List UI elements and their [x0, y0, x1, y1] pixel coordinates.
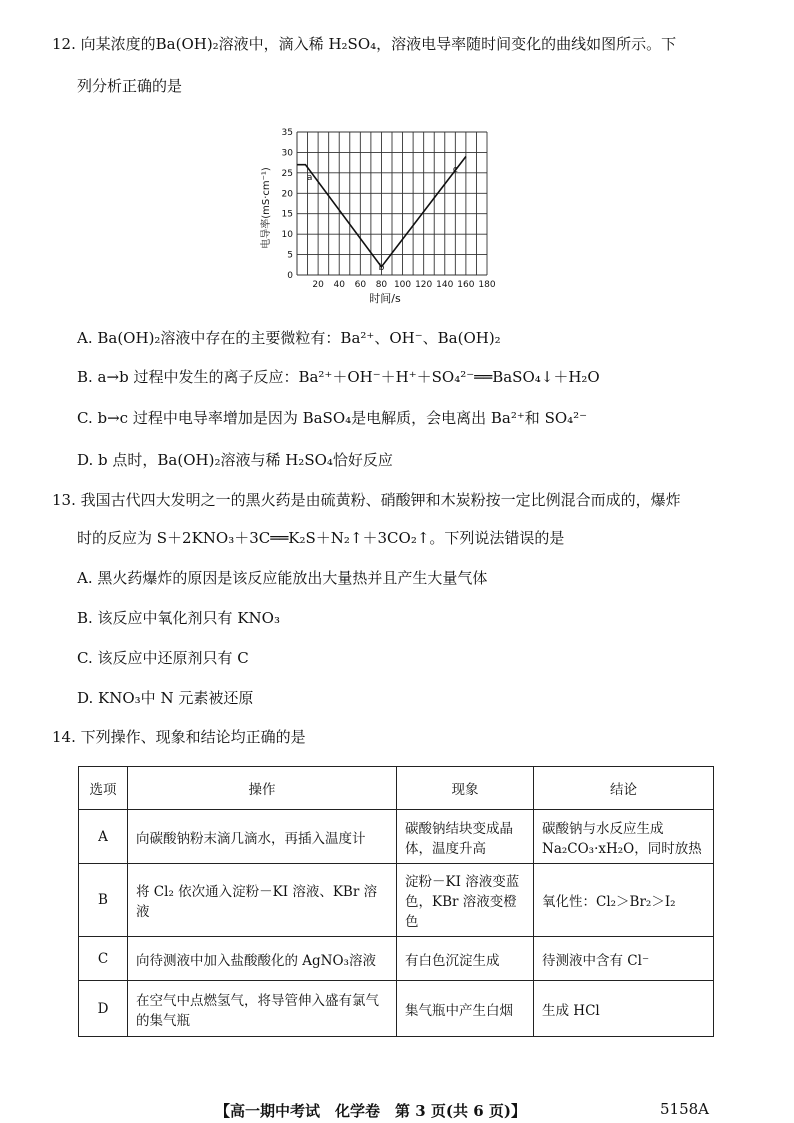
q13-option-d: D. KNO₃中 N 元素被还原 [77, 689, 254, 707]
x-tick-label: 40 [333, 280, 345, 290]
y-tick-label: 15 [281, 209, 293, 220]
table-row [79, 810, 714, 864]
row-b-operation: 将 Cl₂ 依次通入淀粉－KI 溶液、KBr 溶液 [128, 864, 397, 937]
row-d-conclusion: 生成 HCl [534, 981, 714, 1037]
q14-stem: 14. 下列操作、现象和结论均正确的是 [52, 728, 306, 746]
q12-stem-line1: 12. 向某浓度的Ba(OH)₂溶液中，滴入稀 H₂SO₄，溶液电导率随时间变化的曲线如图所示。下 [52, 35, 677, 53]
row-a-operation: 向碳酸钠粉末滴几滴水，再插入温度计 [128, 810, 397, 864]
q12-stem-line2: 列分析正确的是 [77, 77, 183, 95]
y-tick-label: 20 [281, 189, 293, 200]
q14-table [78, 766, 714, 1037]
x-tick-label: 120 [415, 280, 433, 290]
header-option: 选项 [79, 767, 128, 810]
header-phenomenon: 现象 [397, 767, 534, 810]
q12-option-a: A. Ba(OH)₂溶液中存在的主要微粒有：Ba²⁺、OH⁻、Ba(OH)₂ [77, 329, 501, 347]
conductivity-chart [255, 120, 525, 310]
q13-stem-line1: 13. 我国古代四大发明之一的黑火药是由硫黄粉、硝酸钾和木炭粉按一定比例混合而成的，爆炸 [52, 491, 681, 509]
x-tick-label: 180 [478, 280, 496, 290]
row-a-conclusion: 碳酸钠与水反应生成 Na₂CO₃·xH₂O，同时放热 [534, 810, 714, 864]
table-row [79, 981, 714, 1037]
x-tick-label: 160 [457, 280, 475, 290]
y-tick-label: 10 [281, 230, 293, 241]
x-tick-label: 60 [354, 280, 367, 290]
row-b-conclusion: 氧化性：Cl₂＞Br₂＞I₂ [534, 864, 714, 937]
q13-option-b: B. 该反应中氧化剂只有 KNO₃ [77, 609, 280, 627]
row-d-phenomenon: 集气瓶中产生白烟 [397, 981, 534, 1037]
x-tick-label: 80 [375, 280, 388, 290]
row-c-conclusion: 待测液中含有 Cl⁻ [534, 937, 714, 981]
row-c-phenomenon: 有白色沉淀生成 [397, 937, 534, 981]
row-d-operation: 在空气中点燃氢气，将导管伸入盛有氯气的集气瓶 [128, 981, 397, 1037]
q12-option-d: D. b 点时，Ba(OH)₂溶液与稀 H₂SO₄恰好反应 [77, 451, 393, 469]
y-tick-label: 35 [281, 128, 293, 138]
y-tick-label: 30 [281, 148, 293, 159]
q12-option-c: C. b→c 过程中电导率增加是因为 BaSO₄是电解质，会电离出 Ba²⁺和 SO₄²⁻ [77, 409, 588, 427]
point-labels [307, 165, 458, 273]
row-a-phenomenon: 碳酸钠结块变成晶体，温度升高 [397, 810, 534, 864]
q13-stem-line2: 时的反应为 S＋2KNO₃＋3C══K₂S＋N₂↑＋3CO₂↑。下列说法错误的是 [77, 529, 565, 547]
q12-option-b: B. a→b 过程中发生的离子反应：Ba²⁺＋OH⁻＋H⁺＋SO₄²⁻══BaSO₄↓＋H₂O [77, 368, 600, 386]
row-b-phenomenon: 淀粉－KI 溶液变蓝色，KBr 溶液变橙色 [397, 864, 534, 937]
header-operation: 操作 [128, 767, 397, 810]
table-row [79, 937, 714, 981]
x-tick-labels [312, 280, 495, 290]
header-conclusion: 结论 [534, 767, 714, 810]
q13-option-a: A. 黑火药爆炸的原因是该反应能放出大量热并且产生大量气体 [77, 569, 488, 587]
table-row [79, 864, 714, 937]
table-header-row [79, 767, 714, 810]
y-tick-label: 5 [287, 250, 293, 261]
row-a-option: A [79, 810, 128, 864]
row-d-option: D [79, 981, 128, 1037]
q13-option-c: C. 该反应中还原剂只有 C [77, 649, 249, 667]
row-c-operation: 向待测液中加入盐酸酸化的 AgNO₃溶液 [128, 937, 397, 981]
x-tick-label: 140 [436, 280, 454, 290]
y-tick-label: 0 [287, 271, 293, 281]
point-label-c: c [452, 164, 458, 175]
y-axis-label: 电导率(mS·cm⁻¹) [261, 167, 272, 249]
row-b-option: B [79, 864, 128, 937]
x-axis-label: 时间/s [369, 292, 401, 305]
row-c-option: C [79, 937, 128, 981]
point-label-b: b [378, 262, 385, 273]
footer-title: 【高一期中考试 化学卷 第 3 页(共 6 页)】 [215, 1102, 526, 1120]
y-tick-label: 25 [281, 168, 293, 179]
x-tick-label: 20 [312, 280, 324, 290]
y-tick-labels [282, 128, 294, 281]
footer-code: 5158A [660, 1100, 710, 1118]
point-label-a: a [306, 172, 313, 183]
x-tick-label: 100 [393, 280, 412, 290]
